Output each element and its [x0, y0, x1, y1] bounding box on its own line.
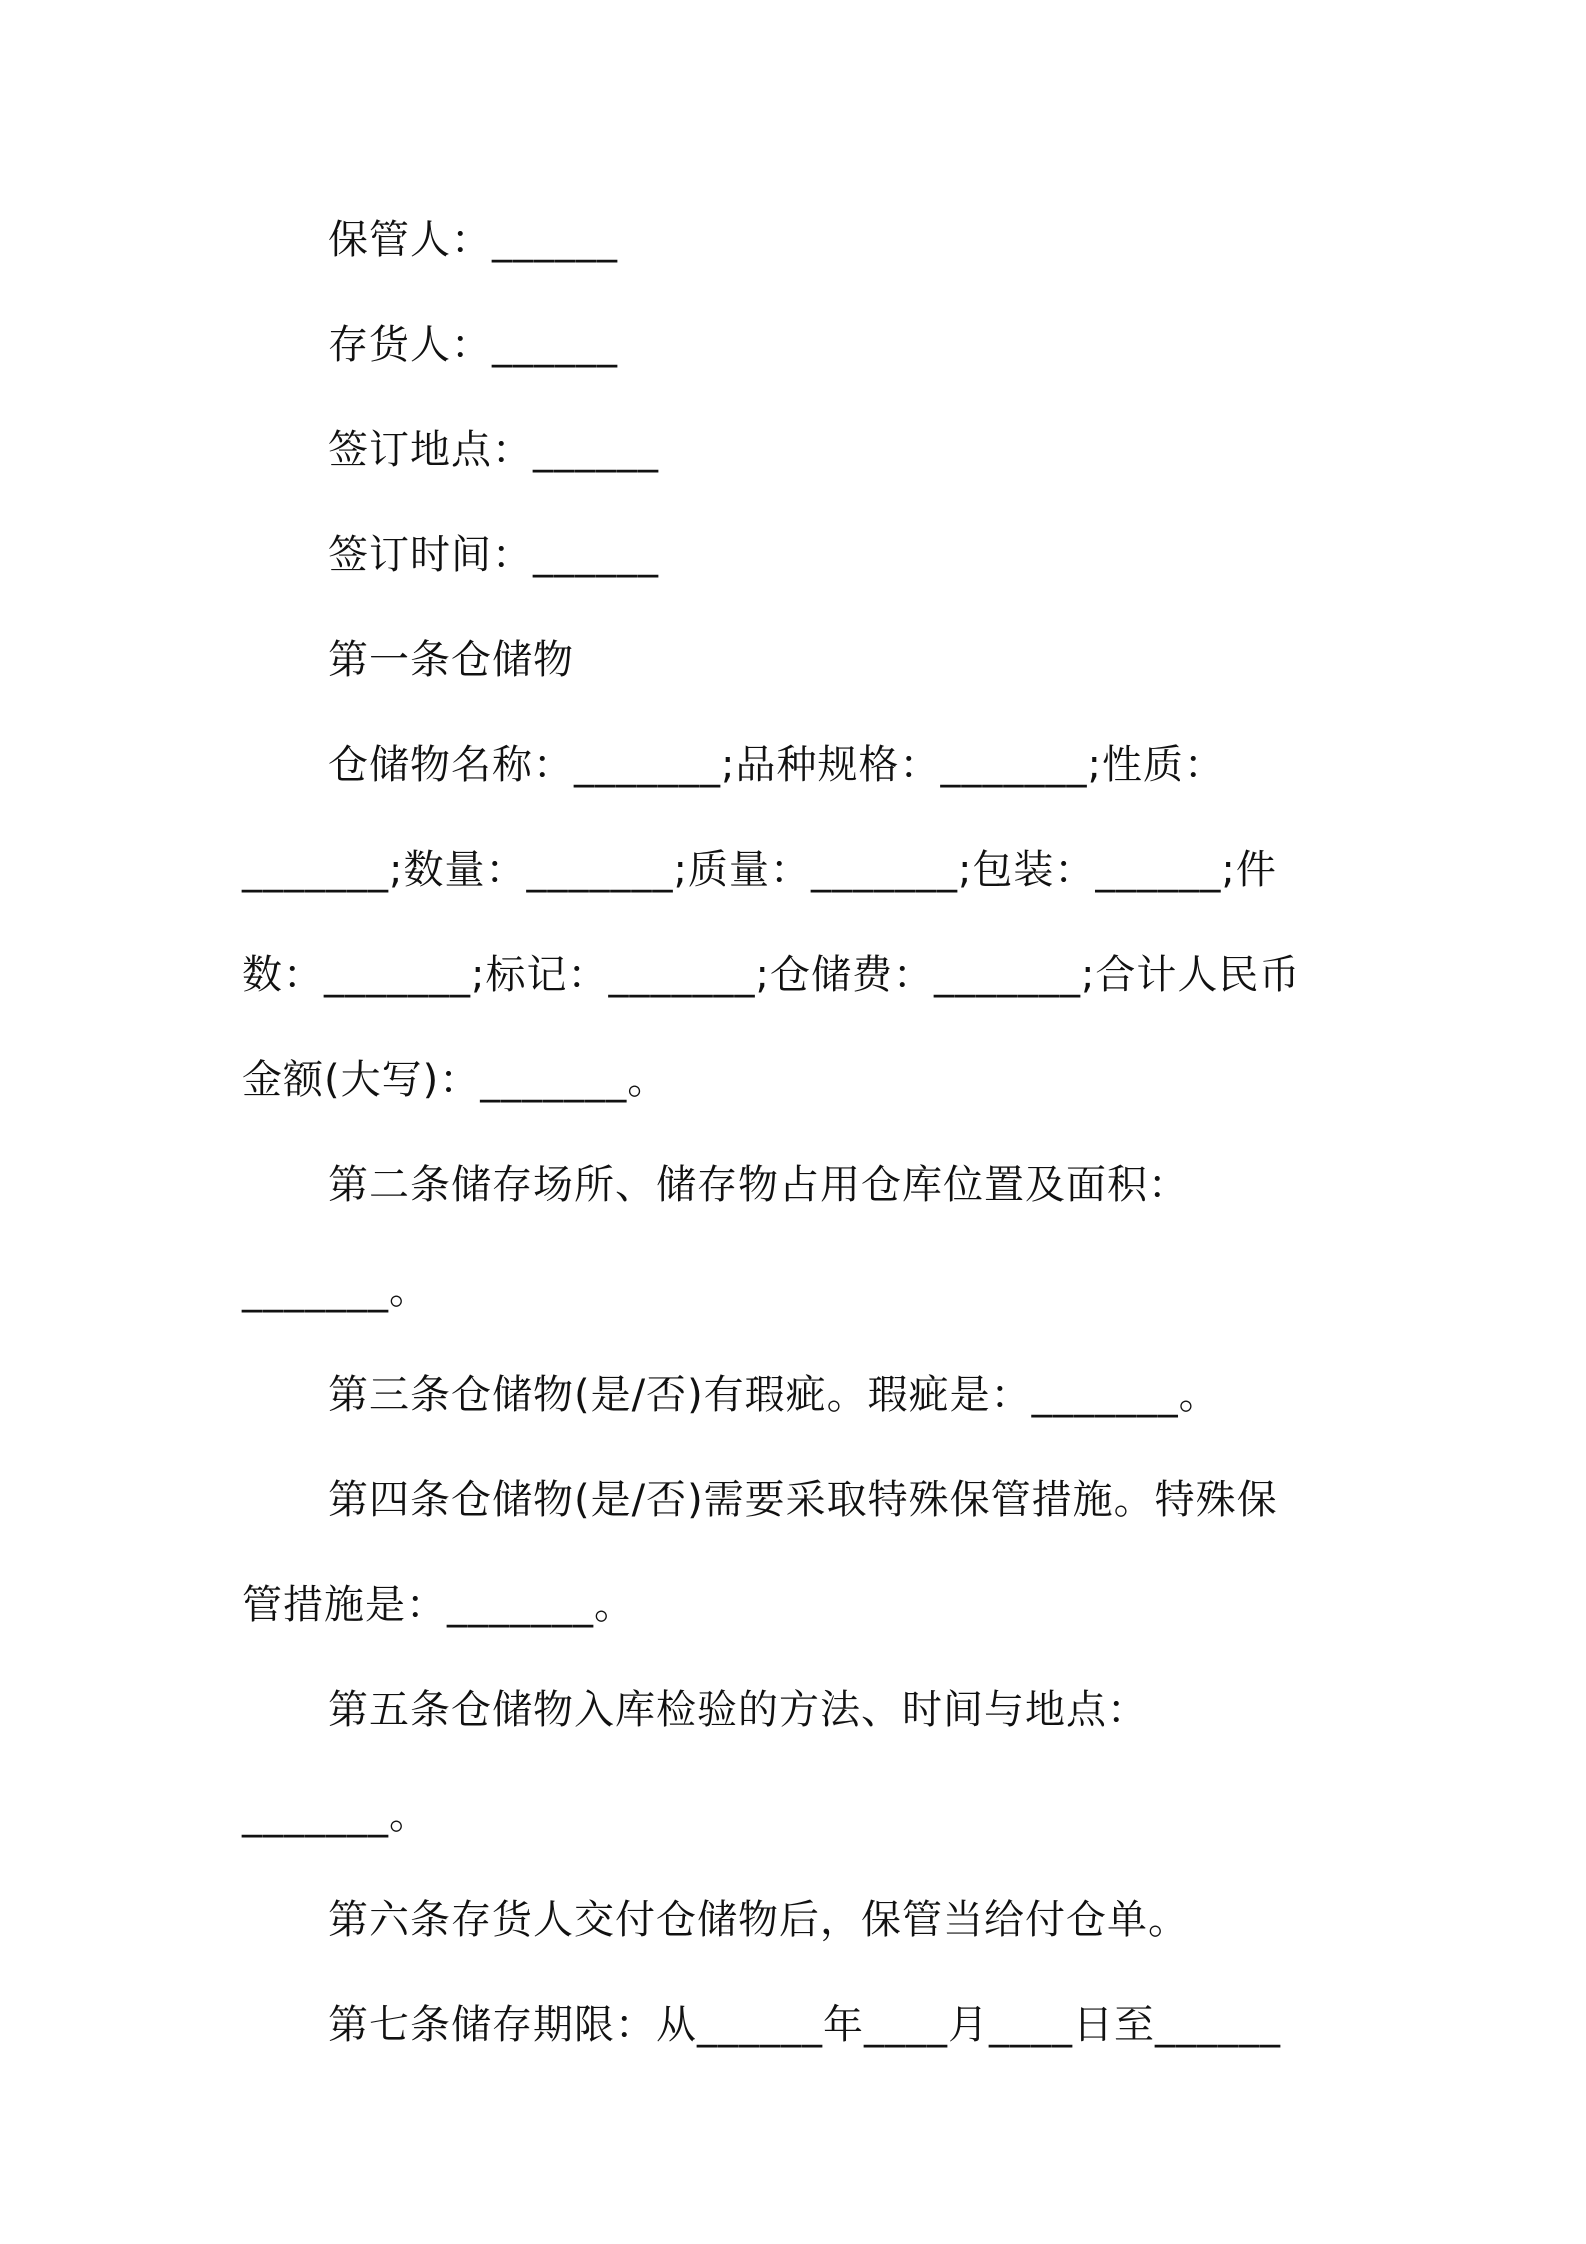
article-2-line-2: _______。: [242, 1267, 430, 1313]
article-3-line: 第三条仓储物(是/否)有瑕疵。瑕疵是：_______。: [328, 1372, 1220, 1418]
article-7-line: 第七条储存期限：从______年____月____日至______: [328, 2002, 1281, 2048]
depositor-line: 存货人：______: [328, 322, 618, 368]
article-2-line-1: 第二条储存场所、储存物占用仓库位置及面积：: [328, 1162, 1189, 1208]
article-5-line-2: _______。: [242, 1792, 430, 1838]
article-4-line-2: 管措施是：_______。: [242, 1582, 635, 1628]
article-1-heading: 第一条仓储物: [328, 637, 574, 683]
article-1-text-line-1: 仓储物名称：_______;品种规格：_______;性质：: [328, 742, 1225, 788]
signing-place-line: 签订地点：______: [328, 427, 659, 473]
custodian-line: 保管人：______: [328, 217, 618, 263]
signing-time-line: 签订时间：______: [328, 532, 659, 578]
article-4-line-1: 第四条仓储物(是/否)需要采取特殊保管措施。特殊保: [328, 1477, 1278, 1523]
article-5-line-1: 第五条仓储物入库检验的方法、时间与地点：: [328, 1687, 1148, 1733]
article-1-text-line-3: 数：_______;标记：_______;仓储费：_______;合计人民币: [242, 952, 1301, 998]
article-1-text-line-4: 金额(大写)：_______。: [242, 1057, 669, 1103]
article-6-line: 第六条存货人交付仓储物后，保管当给付仓单。: [328, 1897, 1189, 1943]
article-1-text-line-2: _______;数量：_______;质量：_______;包装：______;件: [242, 847, 1277, 893]
